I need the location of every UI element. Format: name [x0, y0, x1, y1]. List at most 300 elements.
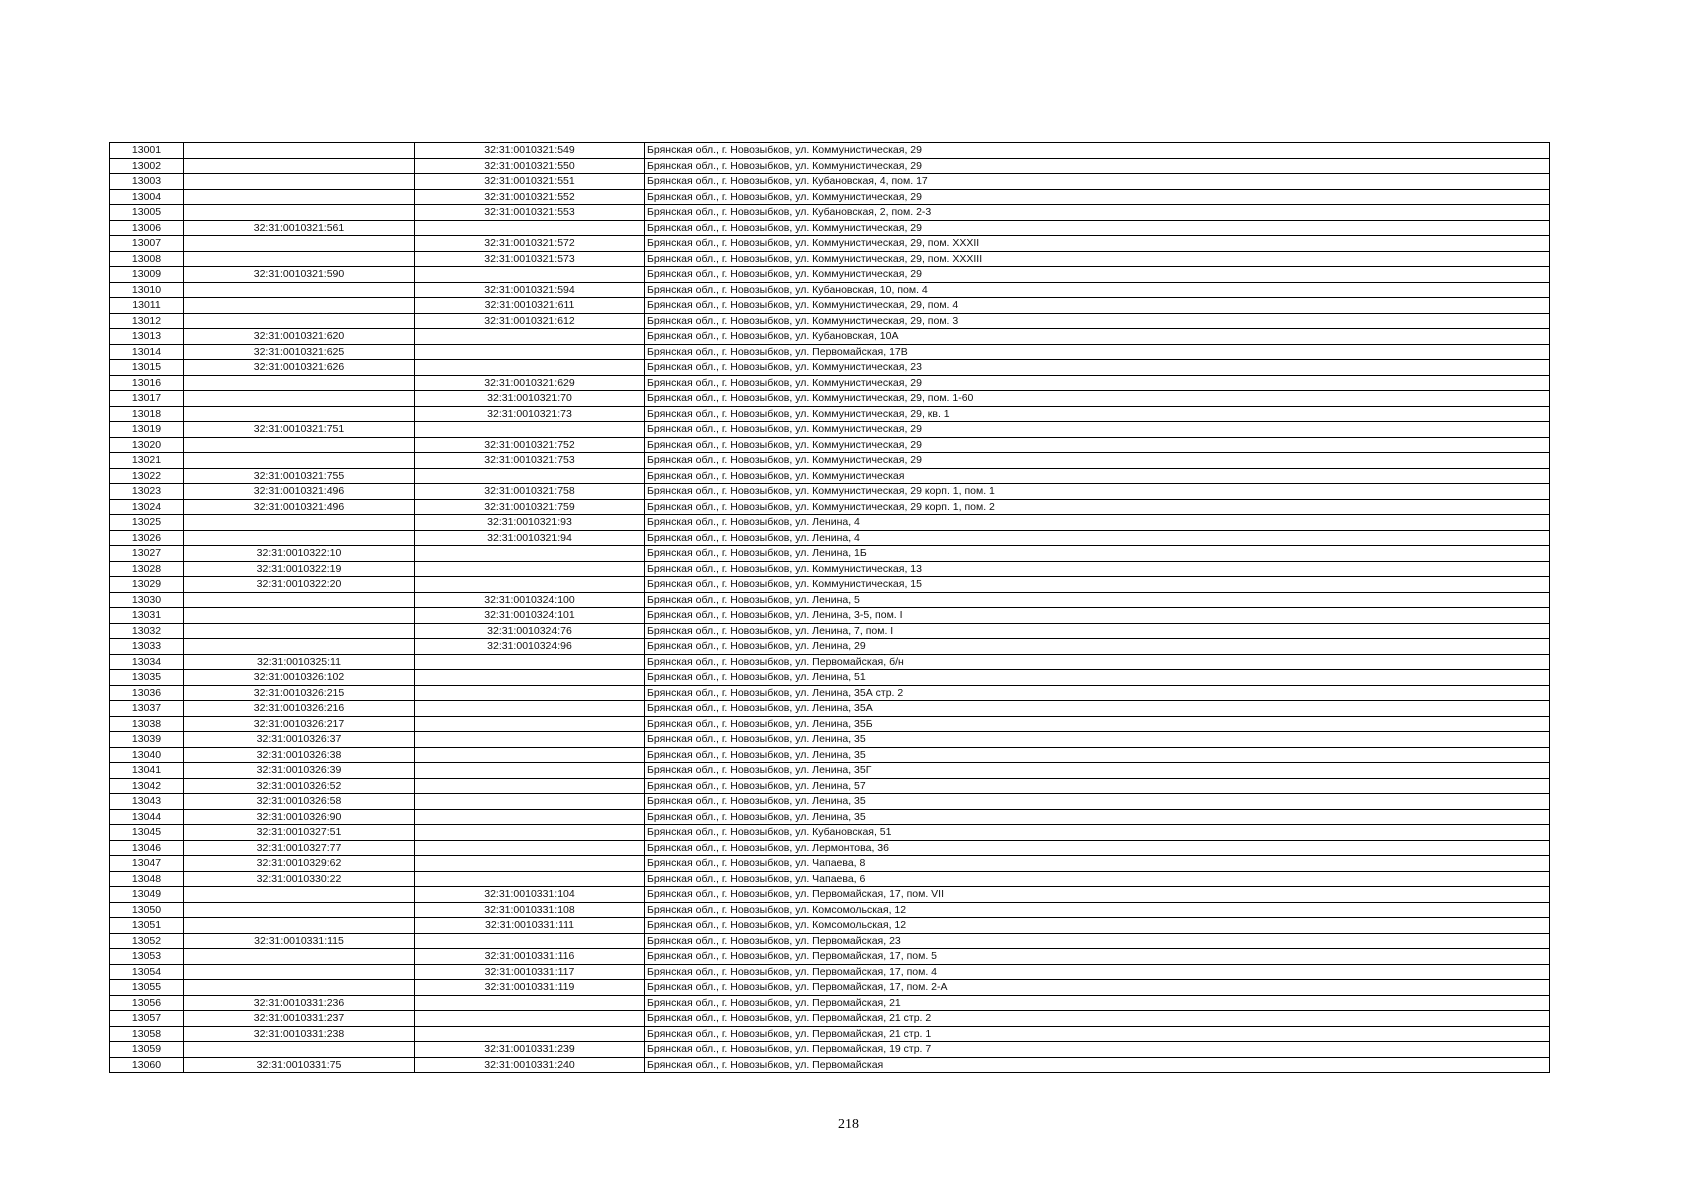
- table-row: [110, 964, 1550, 980]
- property-register-table: [109, 142, 1550, 1073]
- cadastral-number-cell: 32:31:0010327:51: [184, 825, 415, 841]
- cadastral-number-cell: 32:31:0010321:561: [184, 220, 415, 236]
- object-cadastral-number-cell: 32:31:0010331:119: [415, 980, 645, 996]
- row-number-cell: 13036: [110, 685, 184, 701]
- object-cadastral-number-cell: [415, 747, 645, 763]
- object-cadastral-number-cell: 32:31:0010321:73: [415, 406, 645, 422]
- address-cell: Брянская обл., г. Новозыбков, ул. Коммунистическая, 29, пом. XXXII: [645, 236, 1550, 252]
- row-number-cell: 13006: [110, 220, 184, 236]
- cadastral-number-cell: [184, 608, 415, 624]
- table-row: [110, 174, 1550, 190]
- row-number-cell: 13059: [110, 1042, 184, 1058]
- address-cell: Брянская обл., г. Новозыбков, ул. Первомайская, 17, пом. VII: [645, 887, 1550, 903]
- object-cadastral-number-cell: 32:31:0010331:239: [415, 1042, 645, 1058]
- cadastral-number-cell: 32:31:0010326:58: [184, 794, 415, 810]
- cadastral-number-cell: 32:31:0010331:237: [184, 1011, 415, 1027]
- table-row: [110, 298, 1550, 314]
- row-number-cell: 13030: [110, 592, 184, 608]
- row-number-cell: 13020: [110, 437, 184, 453]
- table-row: [110, 344, 1550, 360]
- address-cell: Брянская обл., г. Новозыбков, ул. Кубановская, 4, пом. 17: [645, 174, 1550, 190]
- row-number-cell: 13050: [110, 902, 184, 918]
- address-cell: Брянская обл., г. Новозыбков, ул. Ленина, 35: [645, 809, 1550, 825]
- address-cell: Брянская обл., г. Новозыбков, ул. Коммунистическая, 29: [645, 375, 1550, 391]
- table-row: [110, 515, 1550, 531]
- cadastral-number-cell: [184, 902, 415, 918]
- table-row: [110, 980, 1550, 996]
- object-cadastral-number-cell: 32:31:0010321:93: [415, 515, 645, 531]
- row-number-cell: 13055: [110, 980, 184, 996]
- table-row: [110, 561, 1550, 577]
- row-number-cell: 13005: [110, 205, 184, 221]
- address-cell: Брянская обл., г. Новозыбков, ул. Ленина, 35Б: [645, 716, 1550, 732]
- object-cadastral-number-cell: 32:31:0010331:108: [415, 902, 645, 918]
- address-cell: Брянская обл., г. Новозыбков, ул. Первомайская, 21: [645, 995, 1550, 1011]
- object-cadastral-number-cell: 32:31:0010321:594: [415, 282, 645, 298]
- object-cadastral-number-cell: 32:31:0010321:752: [415, 437, 645, 453]
- object-cadastral-number-cell: 32:31:0010321:758: [415, 484, 645, 500]
- cadastral-number-cell: [184, 949, 415, 965]
- address-cell: Брянская обл., г. Новозыбков, ул. Чапаева, 8: [645, 856, 1550, 872]
- address-cell: Брянская обл., г. Новозыбков, ул. Первомайская: [645, 1057, 1550, 1073]
- cadastral-number-cell: 32:31:0010331:238: [184, 1026, 415, 1042]
- table-row: [110, 902, 1550, 918]
- cadastral-number-cell: [184, 205, 415, 221]
- table-row: [110, 685, 1550, 701]
- table-row: [110, 236, 1550, 252]
- object-cadastral-number-cell: [415, 778, 645, 794]
- row-number-cell: 13046: [110, 840, 184, 856]
- row-number-cell: 13003: [110, 174, 184, 190]
- cadastral-number-cell: [184, 174, 415, 190]
- table-row: [110, 949, 1550, 965]
- address-cell: Брянская обл., г. Новозыбков, ул. Кубановская, 51: [645, 825, 1550, 841]
- address-cell: Брянская обл., г. Новозыбков, ул. Кубановская, 10А: [645, 329, 1550, 345]
- cadastral-number-cell: 32:31:0010326:216: [184, 701, 415, 717]
- cadastral-number-cell: 32:31:0010321:755: [184, 468, 415, 484]
- table-row: [110, 995, 1550, 1011]
- address-cell: Брянская обл., г. Новозыбков, ул. Коммунистическая: [645, 468, 1550, 484]
- cadastral-number-cell: [184, 515, 415, 531]
- row-number-cell: 13021: [110, 453, 184, 469]
- table-row: [110, 189, 1550, 205]
- cadastral-number-cell: 32:31:0010326:38: [184, 747, 415, 763]
- row-number-cell: 13015: [110, 360, 184, 376]
- table-row: [110, 747, 1550, 763]
- cadastral-number-cell: 32:31:0010322:20: [184, 577, 415, 593]
- table-row: [110, 887, 1550, 903]
- table-row: [110, 1042, 1550, 1058]
- table-row: [110, 422, 1550, 438]
- address-cell: Брянская обл., г. Новозыбков, ул. Ленина, 35: [645, 794, 1550, 810]
- cadastral-number-cell: 32:31:0010322:19: [184, 561, 415, 577]
- row-number-cell: 13037: [110, 701, 184, 717]
- table-row: [110, 484, 1550, 500]
- address-cell: Брянская обл., г. Новозыбков, ул. Первомайская, 17, пом. 2-А: [645, 980, 1550, 996]
- object-cadastral-number-cell: 32:31:0010321:552: [415, 189, 645, 205]
- table-row: [110, 1057, 1550, 1073]
- row-number-cell: 13052: [110, 933, 184, 949]
- table-row: [110, 158, 1550, 174]
- table-row: [110, 282, 1550, 298]
- table-row: [110, 313, 1550, 329]
- cadastral-number-cell: [184, 980, 415, 996]
- object-cadastral-number-cell: [415, 840, 645, 856]
- object-cadastral-number-cell: 32:31:0010331:111: [415, 918, 645, 934]
- cadastral-number-cell: 32:31:0010321:496: [184, 499, 415, 515]
- register-table-body: [110, 143, 1550, 1073]
- cadastral-number-cell: 32:31:0010326:90: [184, 809, 415, 825]
- address-cell: Брянская обл., г. Новозыбков, ул. Первомайская, 17, пом. 4: [645, 964, 1550, 980]
- object-cadastral-number-cell: [415, 654, 645, 670]
- cadastral-number-cell: 32:31:0010331:236: [184, 995, 415, 1011]
- object-cadastral-number-cell: [415, 809, 645, 825]
- table-row: [110, 468, 1550, 484]
- table-row: [110, 1011, 1550, 1027]
- row-number-cell: 13043: [110, 794, 184, 810]
- cadastral-number-cell: 32:31:0010330:22: [184, 871, 415, 887]
- row-number-cell: 13017: [110, 391, 184, 407]
- address-cell: Брянская обл., г. Новозыбков, ул. Ленина, 29: [645, 639, 1550, 655]
- row-number-cell: 13041: [110, 763, 184, 779]
- cadastral-number-cell: 32:31:0010326:102: [184, 670, 415, 686]
- object-cadastral-number-cell: [415, 732, 645, 748]
- row-number-cell: 13048: [110, 871, 184, 887]
- object-cadastral-number-cell: [415, 1011, 645, 1027]
- table-row: [110, 592, 1550, 608]
- row-number-cell: 13054: [110, 964, 184, 980]
- table-row: [110, 251, 1550, 267]
- address-cell: Брянская обл., г. Новозыбков, ул. Кубановская, 10, пом. 4: [645, 282, 1550, 298]
- row-number-cell: 13019: [110, 422, 184, 438]
- cadastral-number-cell: 32:31:0010322:10: [184, 546, 415, 562]
- object-cadastral-number-cell: [415, 933, 645, 949]
- address-cell: Брянская обл., г. Новозыбков, ул. Коммунистическая, 29, пом. XXXIII: [645, 251, 1550, 267]
- table-row: [110, 933, 1550, 949]
- object-cadastral-number-cell: [415, 344, 645, 360]
- table-row: [110, 763, 1550, 779]
- row-number-cell: 13058: [110, 1026, 184, 1042]
- object-cadastral-number-cell: [415, 1026, 645, 1042]
- table-row: [110, 220, 1550, 236]
- table-row: [110, 825, 1550, 841]
- table-row: [110, 639, 1550, 655]
- cadastral-number-cell: [184, 236, 415, 252]
- cadastral-number-cell: [184, 918, 415, 934]
- cadastral-number-cell: [184, 158, 415, 174]
- cadastral-number-cell: 32:31:0010331:75: [184, 1057, 415, 1073]
- address-cell: Брянская обл., г. Новозыбков, ул. Коммунистическая, 29: [645, 437, 1550, 453]
- cadastral-number-cell: [184, 592, 415, 608]
- table-row: [110, 406, 1550, 422]
- address-cell: Брянская обл., г. Новозыбков, ул. Ленина, 3-5, пом. I: [645, 608, 1550, 624]
- cadastral-number-cell: [184, 375, 415, 391]
- row-number-cell: 13035: [110, 670, 184, 686]
- address-cell: Брянская обл., г. Новозыбков, ул. Первомайская, 17В: [645, 344, 1550, 360]
- address-cell: Брянская обл., г. Новозыбков, ул. Ленина, 35А стр. 2: [645, 685, 1550, 701]
- address-cell: Брянская обл., г. Новозыбков, ул. Лермонтова, 36: [645, 840, 1550, 856]
- address-cell: Брянская обл., г. Новозыбков, ул. Коммунистическая, 29 корп. 1, пом. 1: [645, 484, 1550, 500]
- table-row: [110, 840, 1550, 856]
- object-cadastral-number-cell: [415, 546, 645, 562]
- cadastral-number-cell: 32:31:0010327:77: [184, 840, 415, 856]
- object-cadastral-number-cell: [415, 561, 645, 577]
- table-row: [110, 375, 1550, 391]
- object-cadastral-number-cell: 32:31:0010331:117: [415, 964, 645, 980]
- object-cadastral-number-cell: 32:31:0010324:76: [415, 623, 645, 639]
- cadastral-number-cell: 32:31:0010321:625: [184, 344, 415, 360]
- cadastral-number-cell: 32:31:0010326:217: [184, 716, 415, 732]
- cadastral-number-cell: [184, 406, 415, 422]
- table-row: [110, 437, 1550, 453]
- object-cadastral-number-cell: 32:31:0010321:70: [415, 391, 645, 407]
- row-number-cell: 13026: [110, 530, 184, 546]
- object-cadastral-number-cell: 32:31:0010324:96: [415, 639, 645, 655]
- address-cell: Брянская обл., г. Новозыбков, ул. Коммунистическая, 13: [645, 561, 1550, 577]
- table-row: [110, 701, 1550, 717]
- row-number-cell: 13051: [110, 918, 184, 934]
- cadastral-number-cell: [184, 639, 415, 655]
- cadastral-number-cell: 32:31:0010321:626: [184, 360, 415, 376]
- row-number-cell: 13040: [110, 747, 184, 763]
- table-row: [110, 871, 1550, 887]
- address-cell: Брянская обл., г. Новозыбков, ул. Коммунистическая, 15: [645, 577, 1550, 593]
- cadastral-number-cell: [184, 251, 415, 267]
- cadastral-number-cell: [184, 298, 415, 314]
- address-cell: Брянская обл., г. Новозыбков, ул. Ленина, 4: [645, 515, 1550, 531]
- object-cadastral-number-cell: [415, 685, 645, 701]
- object-cadastral-number-cell: 32:31:0010321:549: [415, 143, 645, 159]
- address-cell: Брянская обл., г. Новозыбков, ул. Первомайская, 21 стр. 2: [645, 1011, 1550, 1027]
- cadastral-number-cell: [184, 437, 415, 453]
- object-cadastral-number-cell: [415, 794, 645, 810]
- cadastral-number-cell: [184, 964, 415, 980]
- table-row: [110, 716, 1550, 732]
- row-number-cell: 13023: [110, 484, 184, 500]
- table-row: [110, 794, 1550, 810]
- cadastral-number-cell: 32:31:0010326:52: [184, 778, 415, 794]
- address-cell: Брянская обл., г. Новозыбков, ул. Первомайская, 21 стр. 1: [645, 1026, 1550, 1042]
- object-cadastral-number-cell: [415, 856, 645, 872]
- address-cell: Брянская обл., г. Новозыбков, ул. Ленина, 7, пом. I: [645, 623, 1550, 639]
- table-row: [110, 329, 1550, 345]
- object-cadastral-number-cell: 32:31:0010321:572: [415, 236, 645, 252]
- row-number-cell: 13034: [110, 654, 184, 670]
- object-cadastral-number-cell: 32:31:0010321:550: [415, 158, 645, 174]
- cadastral-number-cell: 32:31:0010326:37: [184, 732, 415, 748]
- row-number-cell: 13047: [110, 856, 184, 872]
- row-number-cell: 13049: [110, 887, 184, 903]
- cadastral-number-cell: [184, 887, 415, 903]
- row-number-cell: 13022: [110, 468, 184, 484]
- row-number-cell: 13053: [110, 949, 184, 965]
- table-row: [110, 391, 1550, 407]
- address-cell: Брянская обл., г. Новозыбков, ул. Ленина, 35: [645, 747, 1550, 763]
- table-row: [110, 1026, 1550, 1042]
- table-row: [110, 654, 1550, 670]
- cadastral-number-cell: [184, 143, 415, 159]
- table-row: [110, 143, 1550, 159]
- address-cell: Брянская обл., г. Новозыбков, ул. Коммунистическая, 29, пом. 4: [645, 298, 1550, 314]
- cadastral-number-cell: [184, 623, 415, 639]
- cadastral-number-cell: [184, 453, 415, 469]
- address-cell: Брянская обл., г. Новозыбков, ул. Ленина, 57: [645, 778, 1550, 794]
- address-cell: Брянская обл., г. Новозыбков, ул. Ленина, 51: [645, 670, 1550, 686]
- row-number-cell: 13060: [110, 1057, 184, 1073]
- page-number: 218: [838, 1117, 859, 1132]
- object-cadastral-number-cell: 32:31:0010321:94: [415, 530, 645, 546]
- row-number-cell: 13007: [110, 236, 184, 252]
- table-row: [110, 918, 1550, 934]
- address-cell: Брянская обл., г. Новозыбков, ул. Кубановская, 2, пом. 2-3: [645, 205, 1550, 221]
- object-cadastral-number-cell: [415, 267, 645, 283]
- table-row: [110, 732, 1550, 748]
- object-cadastral-number-cell: [415, 825, 645, 841]
- address-cell: Брянская обл., г. Новозыбков, ул. Коммунистическая, 29: [645, 220, 1550, 236]
- object-cadastral-number-cell: 32:31:0010321:753: [415, 453, 645, 469]
- row-number-cell: 13028: [110, 561, 184, 577]
- address-cell: Брянская обл., г. Новозыбков, ул. Первомайская, 17, пом. 5: [645, 949, 1550, 965]
- object-cadastral-number-cell: [415, 577, 645, 593]
- object-cadastral-number-cell: [415, 360, 645, 376]
- object-cadastral-number-cell: 32:31:0010331:116: [415, 949, 645, 965]
- object-cadastral-number-cell: 32:31:0010321:553: [415, 205, 645, 221]
- row-number-cell: 13004: [110, 189, 184, 205]
- address-cell: Брянская обл., г. Новозыбков, ул. Ленина, 35А: [645, 701, 1550, 717]
- table-row: [110, 670, 1550, 686]
- cadastral-number-cell: 32:31:0010321:590: [184, 267, 415, 283]
- address-cell: Брянская обл., г. Новозыбков, ул. Комсомольская, 12: [645, 918, 1550, 934]
- address-cell: Брянская обл., г. Новозыбков, ул. Первомайская, б/н: [645, 654, 1550, 670]
- address-cell: Брянская обл., г. Новозыбков, ул. Коммунистическая, 29: [645, 189, 1550, 205]
- cadastral-number-cell: 32:31:0010326:215: [184, 685, 415, 701]
- cadastral-number-cell: [184, 282, 415, 298]
- cadastral-number-cell: 32:31:0010329:62: [184, 856, 415, 872]
- row-number-cell: 13016: [110, 375, 184, 391]
- row-number-cell: 13031: [110, 608, 184, 624]
- address-cell: Брянская обл., г. Новозыбков, ул. Коммунистическая, 29: [645, 453, 1550, 469]
- row-number-cell: 13045: [110, 825, 184, 841]
- row-number-cell: 13010: [110, 282, 184, 298]
- address-cell: Брянская обл., г. Новозыбков, ул. Ленина, 35Г: [645, 763, 1550, 779]
- row-number-cell: 13009: [110, 267, 184, 283]
- row-number-cell: 13042: [110, 778, 184, 794]
- address-cell: Брянская обл., г. Новозыбков, ул. Коммунистическая, 29, кв. 1: [645, 406, 1550, 422]
- address-cell: Брянская обл., г. Новозыбков, ул. Ленина, 4: [645, 530, 1550, 546]
- address-cell: Брянская обл., г. Новозыбков, ул. Комсомольская, 12: [645, 902, 1550, 918]
- row-number-cell: 13024: [110, 499, 184, 515]
- cadastral-number-cell: 32:31:0010321:496: [184, 484, 415, 500]
- table-row: [110, 856, 1550, 872]
- object-cadastral-number-cell: 32:31:0010321:612: [415, 313, 645, 329]
- row-number-cell: 13032: [110, 623, 184, 639]
- table-row: [110, 205, 1550, 221]
- object-cadastral-number-cell: 32:31:0010331:104: [415, 887, 645, 903]
- address-cell: Брянская обл., г. Новозыбков, ул. Ленина, 1Б: [645, 546, 1550, 562]
- cadastral-number-cell: 32:31:0010326:39: [184, 763, 415, 779]
- table-row: [110, 546, 1550, 562]
- address-cell: Брянская обл., г. Новозыбков, ул. Чапаева, 6: [645, 871, 1550, 887]
- cadastral-number-cell: [184, 189, 415, 205]
- object-cadastral-number-cell: 32:31:0010331:240: [415, 1057, 645, 1073]
- cadastral-number-cell: [184, 313, 415, 329]
- object-cadastral-number-cell: [415, 995, 645, 1011]
- object-cadastral-number-cell: [415, 670, 645, 686]
- table-row: [110, 623, 1550, 639]
- address-cell: Брянская обл., г. Новозыбков, ул. Коммунистическая, 29: [645, 422, 1550, 438]
- cadastral-number-cell: 32:31:0010321:751: [184, 422, 415, 438]
- row-number-cell: 13014: [110, 344, 184, 360]
- object-cadastral-number-cell: 32:31:0010321:629: [415, 375, 645, 391]
- row-number-cell: 13012: [110, 313, 184, 329]
- row-number-cell: 13038: [110, 716, 184, 732]
- object-cadastral-number-cell: 32:31:0010324:101: [415, 608, 645, 624]
- cadastral-number-cell: [184, 530, 415, 546]
- row-number-cell: 13029: [110, 577, 184, 593]
- row-number-cell: 13044: [110, 809, 184, 825]
- address-cell: Брянская обл., г. Новозыбков, ул. Коммунистическая, 29: [645, 158, 1550, 174]
- address-cell: Брянская обл., г. Новозыбков, ул. Коммунистическая, 29, пом. 3: [645, 313, 1550, 329]
- object-cadastral-number-cell: 32:31:0010321:611: [415, 298, 645, 314]
- table-row: [110, 608, 1550, 624]
- row-number-cell: 13025: [110, 515, 184, 531]
- cadastral-number-cell: 32:31:0010325:11: [184, 654, 415, 670]
- object-cadastral-number-cell: 32:31:0010321:759: [415, 499, 645, 515]
- row-number-cell: 13033: [110, 639, 184, 655]
- cadastral-number-cell: 32:31:0010331:115: [184, 933, 415, 949]
- object-cadastral-number-cell: [415, 220, 645, 236]
- object-cadastral-number-cell: 32:31:0010324:100: [415, 592, 645, 608]
- address-cell: Брянская обл., г. Новозыбков, ул. Ленина, 5: [645, 592, 1550, 608]
- table-row: [110, 267, 1550, 283]
- object-cadastral-number-cell: [415, 329, 645, 345]
- table-row: [110, 577, 1550, 593]
- address-cell: Брянская обл., г. Новозыбков, ул. Первомайская, 19 стр. 7: [645, 1042, 1550, 1058]
- address-cell: Брянская обл., г. Новозыбков, ул. Коммунистическая, 29: [645, 143, 1550, 159]
- table-row: [110, 499, 1550, 515]
- row-number-cell: 13027: [110, 546, 184, 562]
- address-cell: Брянская обл., г. Новозыбков, ул. Первомайская, 23: [645, 933, 1550, 949]
- row-number-cell: 13013: [110, 329, 184, 345]
- table-row: [110, 360, 1550, 376]
- address-cell: Брянская обл., г. Новозыбков, ул. Коммунистическая, 23: [645, 360, 1550, 376]
- cadastral-number-cell: [184, 391, 415, 407]
- row-number-cell: 13011: [110, 298, 184, 314]
- object-cadastral-number-cell: 32:31:0010321:551: [415, 174, 645, 190]
- row-number-cell: 13057: [110, 1011, 184, 1027]
- table-row: [110, 453, 1550, 469]
- object-cadastral-number-cell: [415, 701, 645, 717]
- table-row: [110, 778, 1550, 794]
- cadastral-number-cell: [184, 1042, 415, 1058]
- row-number-cell: 13018: [110, 406, 184, 422]
- object-cadastral-number-cell: [415, 871, 645, 887]
- row-number-cell: 13039: [110, 732, 184, 748]
- address-cell: Брянская обл., г. Новозыбков, ул. Коммунистическая, 29, пом. 1-60: [645, 391, 1550, 407]
- table-row: [110, 530, 1550, 546]
- row-number-cell: 13056: [110, 995, 184, 1011]
- address-cell: Брянская обл., г. Новозыбков, ул. Коммунистическая, 29 корп. 1, пом. 2: [645, 499, 1550, 515]
- row-number-cell: 13001: [110, 143, 184, 159]
- object-cadastral-number-cell: 32:31:0010321:573: [415, 251, 645, 267]
- object-cadastral-number-cell: [415, 468, 645, 484]
- object-cadastral-number-cell: [415, 716, 645, 732]
- table-row: [110, 809, 1550, 825]
- cadastral-number-cell: 32:31:0010321:620: [184, 329, 415, 345]
- address-cell: Брянская обл., г. Новозыбков, ул. Ленина, 35: [645, 732, 1550, 748]
- row-number-cell: 13002: [110, 158, 184, 174]
- row-number-cell: 13008: [110, 251, 184, 267]
